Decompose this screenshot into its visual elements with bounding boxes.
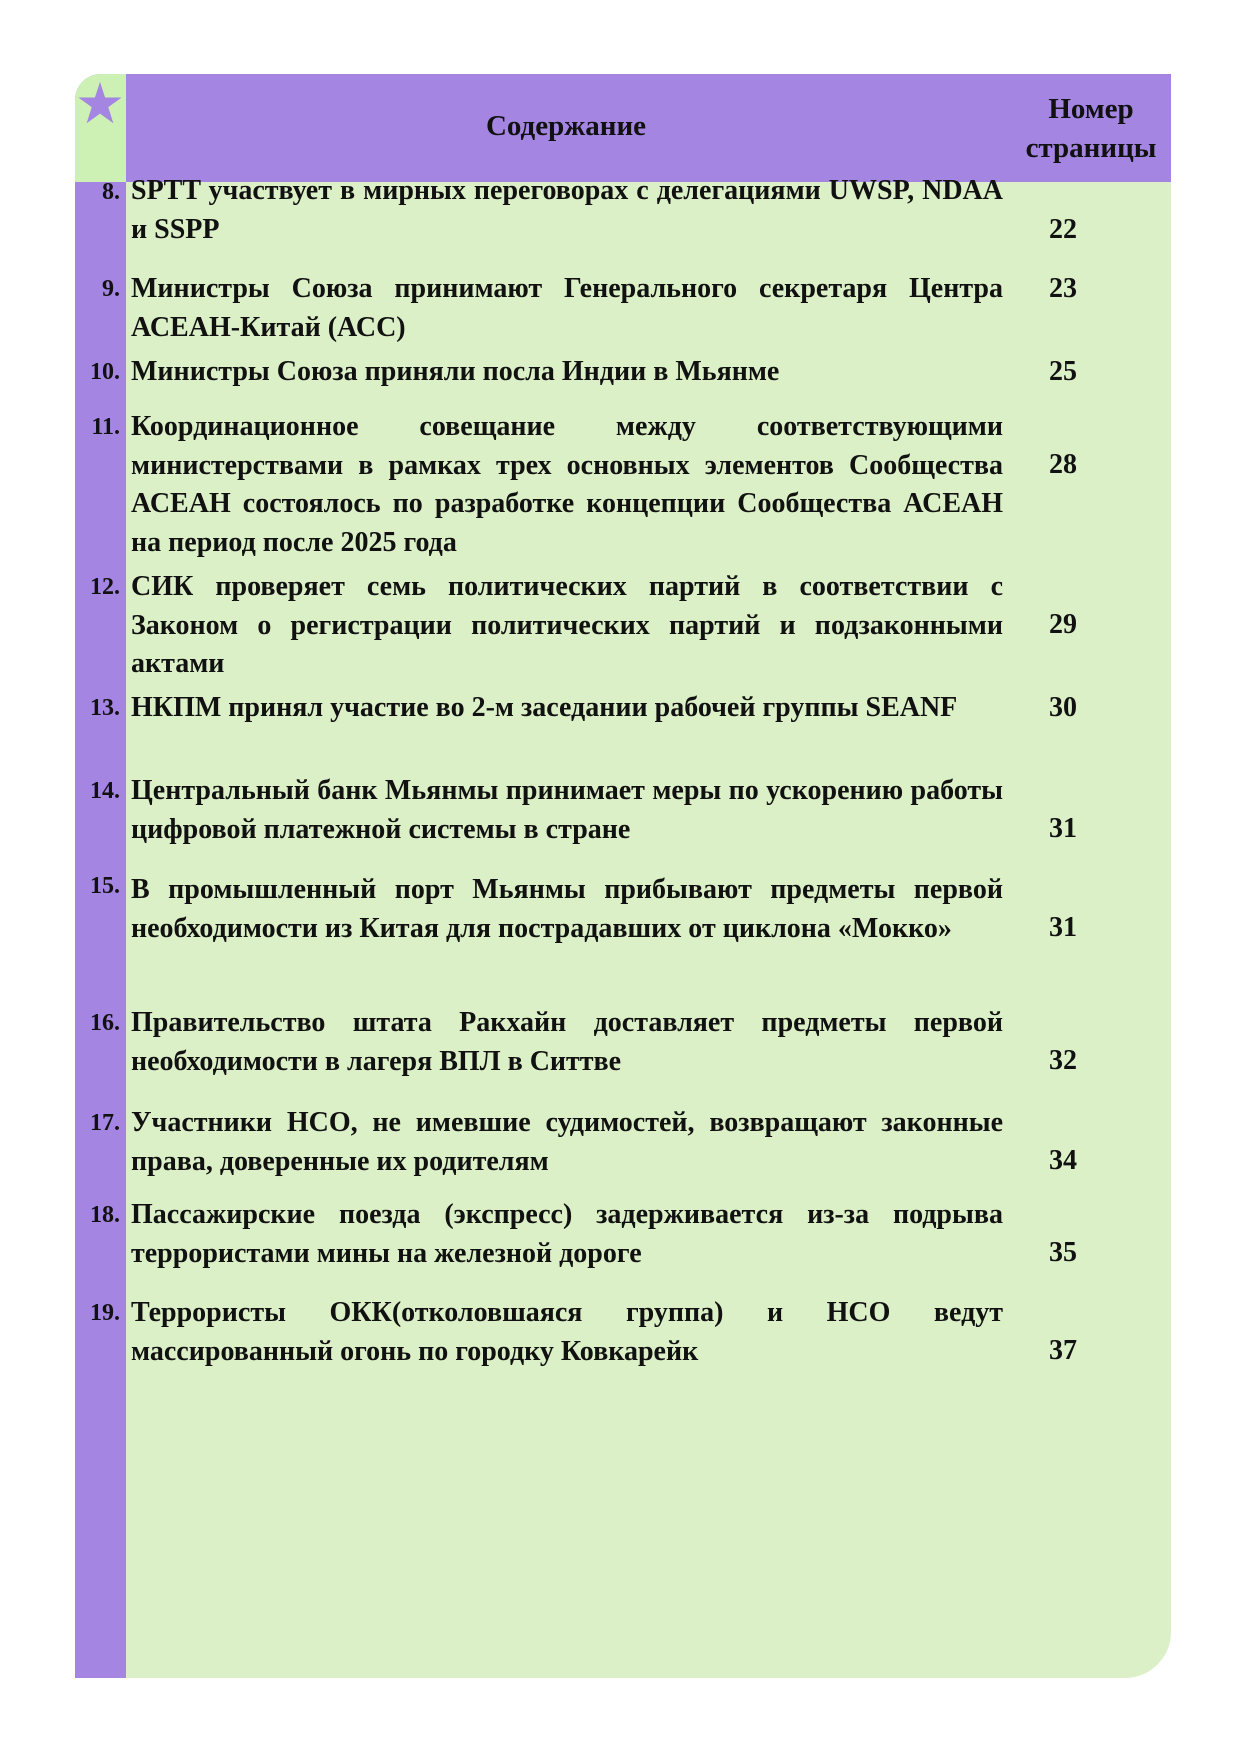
entry-number: 18. [90,1202,120,1228]
entry-title: Пассажирские поезда (экспресс) задерживается из-за подрыва террористами мины на железной дороге [131,1199,1003,1269]
page-number-header-line2: страницы [1025,132,1157,164]
page-number-header-line1: Номер [1048,93,1134,125]
entry-page: 30 [1049,692,1077,723]
entry-number: 9. [102,276,120,302]
entry-number: 15. [90,873,120,899]
entry-title: Участники НСО, не имевшие судимостей, возвращают законные права, доверенные их родителям [131,1107,1003,1177]
entry-page: 22 [1049,214,1077,245]
entry-title: Правительство штата Ракхайн доставляет предметы первой необходимости в лагеря ВПЛ в Ситтве [131,1007,1003,1077]
entry-page: 28 [1049,449,1077,480]
entry-number: 19. [90,1300,120,1326]
entry-title: СИК проверяет семь политических партий в соответствии с Законом о регистрации политических партий и подзаконными актами [131,571,1003,679]
entry-page: 32 [1049,1045,1077,1076]
entry-page: 31 [1049,813,1077,844]
entry-page: 34 [1049,1145,1077,1176]
entry-number: 16. [90,1010,120,1036]
entry-page: 29 [1049,609,1077,640]
entry-title: Центральный банк Мьянмы принимает меры по ускорению работы цифровой платежной системы в стране [131,775,1003,845]
entry-title: Координационное совещание между соответствующими министерствами в рамках трех основных элементов Сообщества АСЕАН состоялось по разработке концепции Сообщества АСЕАН на период после 2025 года [131,411,1003,558]
entry-page: 31 [1049,912,1077,943]
entry-page: 35 [1049,1237,1077,1268]
entry-page: 37 [1049,1335,1077,1366]
entry-number: 12. [90,574,120,600]
entry-page: 23 [1049,273,1077,304]
entry-title: Министры Союза принимают Генерального секретаря Центра АСЕАН-Китай (АСС) [131,273,1003,343]
entry-page: 25 [1049,356,1077,387]
entry-number: 14. [90,778,120,804]
entry-number: 17. [90,1110,120,1136]
contents-title: Содержание [485,110,647,142]
entry-title: SPTT участвует в мирных переговорах с делегациями UWSP, NDAA и SSPP [131,175,1003,245]
contents-list [75,74,1171,1678]
entry-number: 13. [90,695,120,721]
entry-title: НКПМ принял участие во 2-м заседании рабочей группы SEANF [131,692,958,723]
entry-number: 8. [102,179,120,205]
entry-title: Террористы ОКК(отколовшаяся группа) и НСО ведут массированный огонь по городку Ковкарейк [131,1297,1003,1367]
contents-card [75,74,1171,1678]
entry-number: 10. [90,359,120,385]
entry-title: В промышленный порт Мьянмы прибывают предметы первой необходимости из Китая для пострадавших от циклона «Мокко» [131,874,1003,944]
entry-number: 11. [91,414,120,440]
entry-title: Министры Союза приняли посла Индии в Мьянме [131,356,780,387]
